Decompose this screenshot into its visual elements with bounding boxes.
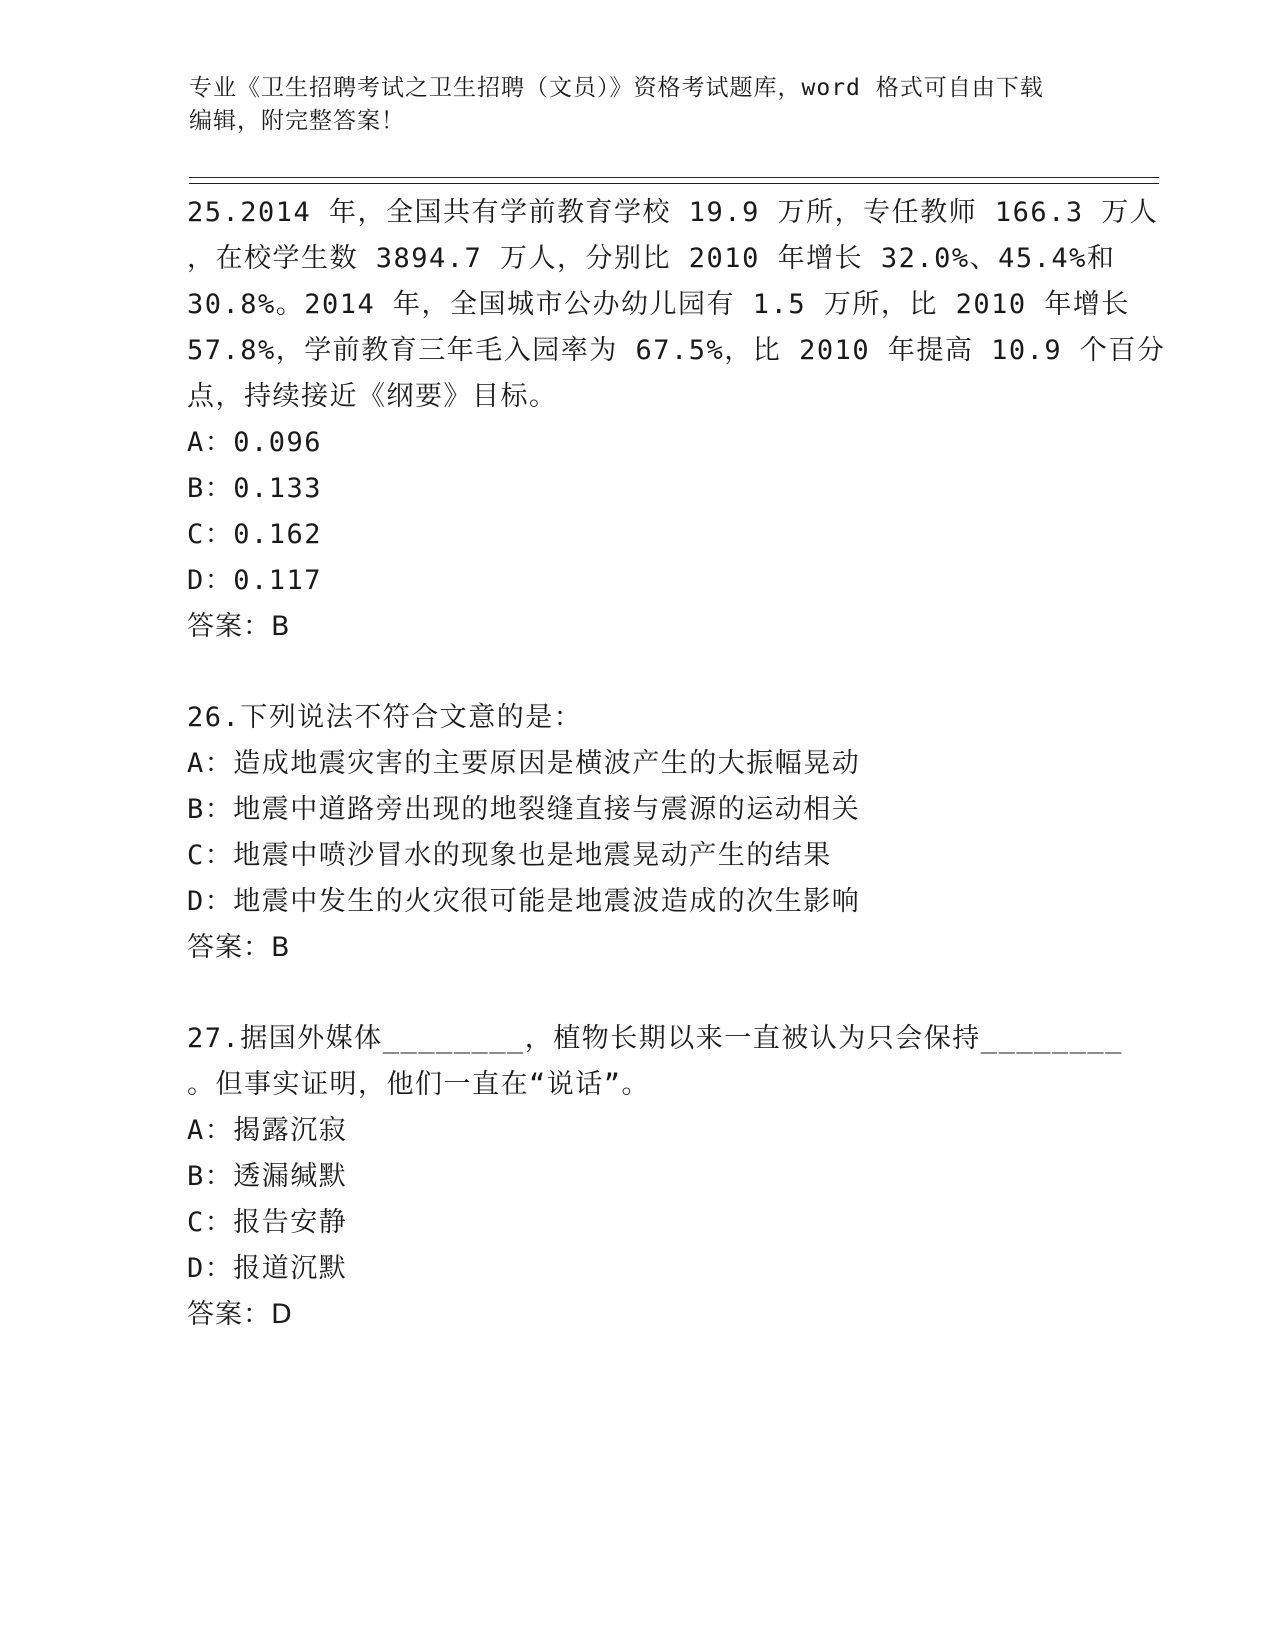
option-d: D：地震中发生的火灾很可能是地震波造成的次生影响: [187, 886, 861, 917]
question-stem-line: 30.8%。2014 年，全国城市公办幼儿园有 1.5 万所，比 2010 年增长: [187, 289, 1130, 320]
question-stem-line: ，在校学生数 3894.7 万人，分别比 2010 年增长 32.0%、45.4%和: [187, 243, 1116, 274]
option-d: D：报道沉默: [187, 1253, 348, 1284]
option-a: A：造成地震灾害的主要原因是横波产生的大振幅晃动: [187, 748, 861, 779]
question-stem-line: 27.据国外媒体________，植物长期以来一直被认为只会保持________: [187, 1023, 1123, 1054]
spacer: [187, 971, 1087, 1016]
option-c: C：0.162: [187, 519, 323, 550]
answer-line: 答案：D: [187, 1299, 293, 1330]
document-header: [189, 72, 1089, 138]
header-line-1: 专业《卫生招聘考试之卫生招聘（文员）》资格考试题库，word 格式可自由下载: [189, 75, 1044, 101]
question-25: [187, 190, 1166, 650]
option-c: C：报告安静: [187, 1207, 348, 1238]
question-stem-line: 。但事实证明，他们一直在“说话”。: [187, 1069, 651, 1100]
option-b: B：0.133: [187, 473, 323, 504]
header-line-2: 编辑，附完整答案！: [189, 108, 405, 134]
question-stem-line: 26.下列说法不符合文意的是：: [187, 702, 583, 733]
header-rule-bottom: [189, 183, 1159, 184]
option-b: B：透漏缄默: [187, 1161, 348, 1192]
answer-line: 答案：B: [187, 932, 291, 963]
question-26: [187, 695, 1087, 971]
option-a: A：揭露沉寂: [187, 1115, 348, 1146]
option-c: C：地震中喷沙冒水的现象也是地震晃动产生的结果: [187, 840, 832, 871]
question-stem-line: 点，持续接近《纲要》目标。: [187, 381, 558, 412]
option-a: A：0.096: [187, 427, 323, 458]
question-stem-line: 57.8%，学前教育三年毛入园率为 67.5%，比 2010 年提高 10.9 个百分: [187, 335, 1166, 366]
question-stem-line: 25.2014 年，全国共有学前教育学校 19.9 万所，专任教师 166.3 万人: [187, 197, 1159, 228]
header-rule-top: [189, 177, 1159, 178]
answer-line: 答案：B: [187, 611, 291, 642]
spacer: [187, 650, 1087, 695]
question-27: [187, 1016, 1123, 1338]
option-b: B：地震中道路旁出现的地裂缝直接与震源的运动相关: [187, 794, 861, 825]
question-list: [187, 190, 1166, 1338]
option-d: D：0.117: [187, 565, 323, 596]
